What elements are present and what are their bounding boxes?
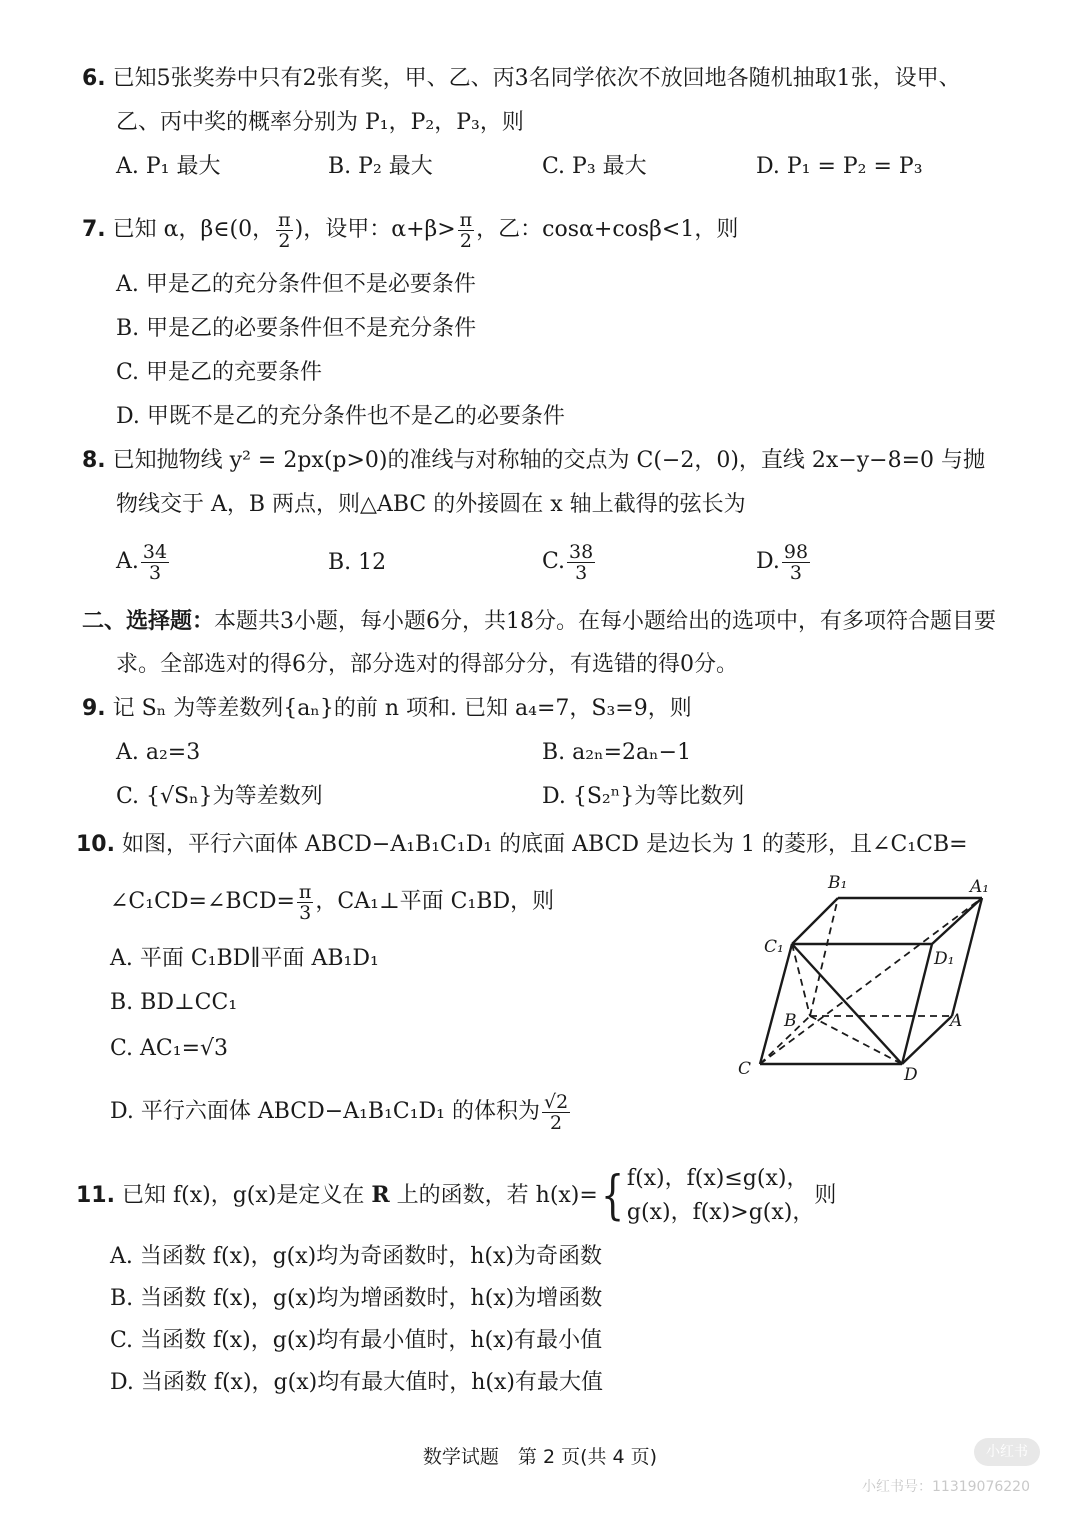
edge-c-c1 — [760, 944, 792, 1064]
q8-option-b: B. 12 — [328, 550, 387, 575]
hidden-segment-b-d — [810, 1016, 902, 1064]
q10-option-d-fraction — [542, 1092, 570, 1133]
q7-number: 7. — [82, 217, 106, 242]
q8-option-d-fraction — [782, 542, 810, 583]
q8-a-den: 3 — [148, 561, 162, 584]
q6-stem-line1 — [82, 64, 961, 94]
q7-stem — [82, 208, 738, 252]
q11-number: 11. — [76, 1183, 115, 1208]
edge-a1-d1 — [932, 898, 982, 944]
q8-option-d — [756, 540, 812, 584]
q11-case2: g(x)，f(x)>g(x)， — [626, 1200, 815, 1225]
q7-option-c: C. 甲是乙的充要条件 — [116, 360, 323, 385]
section2-line2: 求。全部选对的得6分，部分选对的得部分分，有选错的得0分。 — [116, 652, 738, 677]
q7-frac-den: 2 — [278, 229, 291, 252]
q6-option-d: D. P₁ = P₂ = P₃ — [756, 154, 923, 179]
q7-option-d: D. 甲既不是乙的充分条件也不是乙的必要条件 — [116, 404, 565, 429]
q11-stem — [76, 1160, 836, 1231]
edge-c1-b1 — [792, 898, 838, 944]
q9-option-b: B. a₂ₙ=2aₙ−1 — [542, 740, 692, 765]
q11-stem-a: 已知 f(x)，g(x)是定义在 — [121, 1183, 365, 1208]
q8-d-den: 3 — [789, 561, 802, 584]
watermark-logo-badge: 小红书 — [974, 1438, 1040, 1466]
q7-stem-c: ，乙：cosα+cosβ<1，则 — [476, 217, 739, 242]
section2-title: 二、选择题： — [82, 608, 215, 634]
label-b: B — [784, 1011, 797, 1031]
section2-header — [82, 606, 996, 637]
label-d1: D₁ — [934, 949, 955, 969]
label-c: C — [738, 1059, 752, 1079]
q10-fraction-pi-3 — [297, 882, 314, 923]
q8-d-num: 98 — [783, 540, 809, 563]
q10-number: 10. — [76, 832, 115, 857]
q11-real-set: R — [371, 1182, 390, 1208]
hidden-edge-b-b1 — [810, 898, 838, 1016]
q7-interval-close: ) — [294, 217, 304, 242]
segment-c1-d — [792, 944, 902, 1064]
q8-option-c-fraction — [567, 542, 595, 583]
edge-a-a1 — [952, 898, 982, 1016]
q10-option-a: A. 平面 C₁BD∥平面 AB₁D₁ — [110, 946, 379, 971]
q9-stem — [82, 694, 692, 724]
q11-option-a: A. 当函数 f(x)，g(x)均为奇函数时，h(x)为奇函数 — [110, 1244, 602, 1269]
q8-c-num: 38 — [569, 540, 594, 563]
q9-stem-text: 记 Sₙ 为等差数列{aₙ}的前 n 项和. 已知 a₄=7，S₃=9，则 — [112, 696, 692, 721]
q7-stem-a: 已知 α，β∈ — [112, 217, 230, 242]
label-c1: C₁ — [764, 937, 784, 957]
q10-stem2a: ∠C₁CD=∠BCD= — [110, 889, 295, 914]
q7-stem-b: ，设甲：α+β> — [303, 217, 456, 242]
q9-number: 9. — [82, 696, 106, 721]
q10-option-d — [110, 1090, 572, 1134]
q11-piecewise-cases — [627, 1162, 814, 1230]
q10-stem-line1 — [76, 830, 968, 860]
q8-option-c-label: C. — [542, 549, 566, 574]
edge-d-d1 — [902, 944, 932, 1064]
q9-option-c: C. {√Sₙ}为等差数列 — [116, 784, 323, 809]
label-b1: B₁ — [828, 873, 848, 893]
q11-option-d: D. 当函数 f(x)，g(x)均有最大值时，h(x)有最大值 — [110, 1370, 603, 1395]
q10-stem1: 如图，平行六面体 ABCD−A₁B₁C₁D₁ 的底面 ABCD 是边长为 1 的菱形，且∠C₁CB= — [121, 832, 968, 857]
q11-left-brace: { — [600, 1166, 624, 1226]
q11-case1: f(x)，f(x)≤g(x)， — [626, 1166, 809, 1191]
q8-c-den: 3 — [575, 561, 588, 584]
q8-number: 8. — [82, 448, 106, 473]
label-a: A — [950, 1011, 963, 1031]
page-footer: 数学试题 第 2 页(共 4 页) — [422, 1446, 658, 1468]
q11-stem-c: 则 — [814, 1183, 837, 1208]
q8-stem1: 已知抛物线 y² = 2px(p>0)的准线与对称轴的交点为 C(−2，0)，直线 2x−y−8=0 与抛 — [112, 448, 986, 473]
q7-fraction-pi-2-b — [458, 210, 475, 251]
q11-option-c: C. 当函数 f(x)，g(x)均有最小值时，h(x)有最小值 — [110, 1328, 603, 1353]
q10-parallelepiped-figure — [734, 870, 1004, 1090]
edge-d-a — [902, 1016, 952, 1064]
q11-stem-b: 上的函数，若 h(x)= — [396, 1183, 598, 1208]
q7-frac2-den: 2 — [459, 229, 472, 252]
q6-number: 6. — [82, 66, 106, 91]
q10-option-d-text: D. 平行六面体 ABCD−A₁B₁C₁D₁ 的体积为 — [110, 1099, 540, 1124]
section2-line1: 本题共3小题，每小题6分，共18分。在每小题给出的选项中，有多项符合题目要 — [214, 609, 997, 634]
q8-option-a-label: A. — [116, 549, 139, 574]
q7-frac-num: π — [278, 208, 291, 231]
label-d: D — [904, 1065, 918, 1085]
q10-stem2b: ，CA₁⊥平面 C₁BD，则 — [315, 889, 555, 914]
q11-option-b: B. 当函数 f(x)，g(x)均为增函数时，h(x)为增函数 — [110, 1286, 603, 1311]
q7-fraction-pi-2 — [276, 210, 293, 251]
q8-option-d-label: D. — [756, 549, 780, 574]
q7-option-a: A. 甲是乙的充分条件但不是必要条件 — [116, 272, 476, 297]
q6-option-a: A. P₁ 最大 — [116, 154, 221, 179]
q10-stem-line2 — [110, 880, 554, 924]
q10-option-b: B. BD⊥CC₁ — [110, 990, 238, 1015]
q10-d-den: 2 — [550, 1111, 563, 1134]
q8-option-a-fraction — [141, 542, 169, 583]
q10-d-num: √2 — [544, 1090, 569, 1113]
q6-stem-line2: 乙、丙中奖的概率分别为 P₁，P₂，P₃，则 — [116, 110, 524, 135]
q8-stem-line2: 物线交于 A，B 两点，则△ABC 的外接圆在 x 轴上截得的弦长为 — [116, 492, 746, 517]
q6-option-b: B. P₂ 最大 — [328, 154, 433, 179]
q8-option-c — [542, 540, 597, 584]
q10-frac-den: 3 — [299, 901, 312, 924]
q6-option-c: C. P₃ 最大 — [542, 154, 647, 179]
q7-frac2-num: π — [459, 208, 473, 231]
q8-a-num: 34 — [142, 540, 168, 563]
q10-option-c: C. AC₁=√3 — [110, 1036, 229, 1061]
hidden-segment-c-a1 — [760, 898, 982, 1064]
watermark-id-text: 小红书号：11319076220 — [862, 1479, 1030, 1495]
q8-stem-line1 — [82, 446, 985, 476]
q9-option-d: D. {S₂ⁿ}为等比数列 — [542, 784, 745, 809]
q7-option-b: B. 甲是乙的必要条件但不是充分条件 — [116, 316, 477, 341]
q6-stem1: 已知5张奖券中只有2张有奖，甲、乙、丙3名同学依次不放回地各随机抽取1张，设甲、 — [112, 66, 961, 91]
q8-option-a — [116, 540, 171, 584]
q7-interval-open: (0， — [229, 217, 275, 242]
label-a1: A₁ — [970, 877, 990, 897]
q10-frac-num: π — [298, 880, 312, 903]
q9-option-a: A. a₂=3 — [116, 740, 201, 765]
